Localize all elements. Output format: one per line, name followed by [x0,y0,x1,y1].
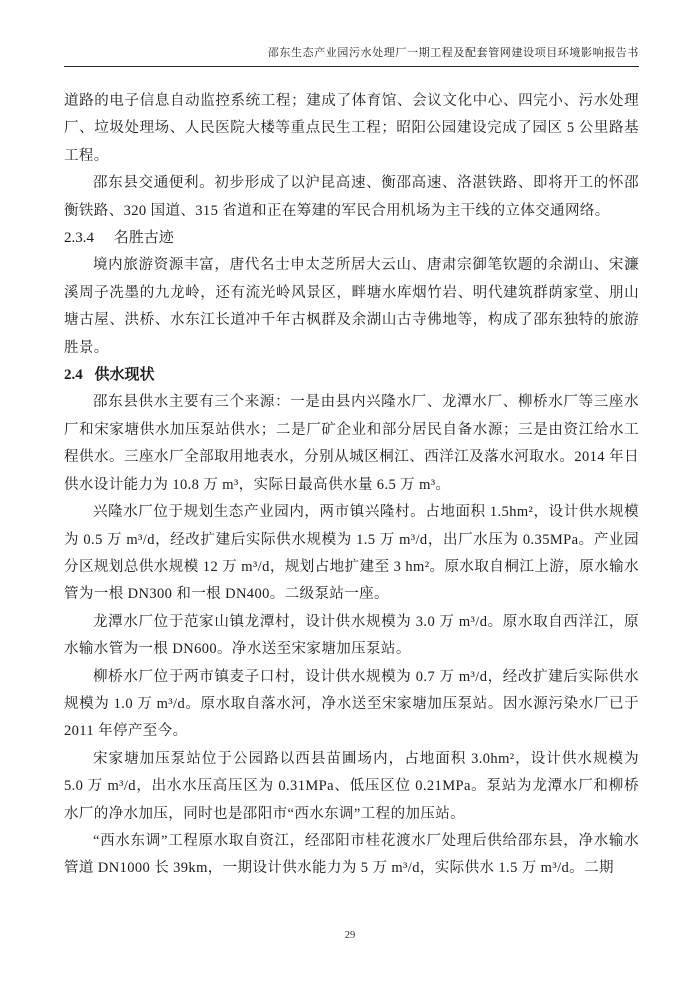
header-title: 邵东生态产业园污水处理厂一期工程及配套管网建设项目环境影响报告书 [267,47,639,59]
paragraph-songjiatang-pump-station: 宋家塘加压泵站位于公园路以西县苗圃场内，占地面积 3.0hm²，设计供水规模为 5.0 万 m³/d，出水水压高压区为 0.31MPa、低压区位 0.21MPa。泵站为龙潭水厂和柳桥水厂的净水加压，同时也是邵阳市“西水东调”工程的加压站。 [64,750,639,822]
paragraph-liuqiao-waterworks: 柳桥水厂位于两市镇麦子口村，设计供水规模为 0.7 万 m³/d，经改扩建后实际供水规模为 1.0 万 m³/d。原水取自落水河，净水送至宋家塘加压泵站。因水源污染水厂已于 2011 年停产至今。 [64,668,639,740]
page-header [64,44,639,67]
heading-number: 2.4 [64,367,83,384]
heading-number: 2.3.4 [64,230,94,247]
paragraph-xinglong-waterworks: 兴隆水厂位于规划生态产业园内，两市镇兴隆村。占地面积 1.5hm²，设计供水规模为 0.5 万 m³/d，经改扩建后实际供水规模为 1.5 万 m³/d，出厂水压为 0.35MPa。产业园分区规划总供水规模 12 万 m³/d，规划占地扩建至 3 hm²。原水取自桐江上游，原水输水管为一根 DN300 和一根 DN400。二级泵站一座。 [64,504,639,603]
page-number: 29 [344,930,356,941]
heading-title: 供水现状 [94,367,155,384]
document-body [64,88,639,883]
paragraph-water-sources-overview: 邵东县供水主要有三个来源：一是由县内兴隆水厂、龙潭水厂、柳桥水厂等三座水厂和宋家塘供水加压泵站供水；二是厂矿企业和部分居民自备水源；三是由资江给水工程供水。三座水厂全部取用地表水，分别从城区桐江、西洋江及落水河取水。2014 年日供水设计能力为 10.8 万 m³，实际日最高供水量 6.5 万 m³。 [64,394,639,493]
paragraph-transportation: 邵东县交通便利。初步形成了以沪昆高速、衡邵高速、洛湛铁路、即将开工的怀邵衡铁路、320 国道、315 省道和正在筹建的军民合用机场为主干线的立体交通网络。 [64,175,639,219]
paragraph-west-to-east-water-project: “西水东调”工程原水取自资江，经邵阳市桂花渡水厂处理后供给邵东县，净水输水管道 DN1000 长 39km，一期设计供水能力为 5 万 m³/d，实际供水 1.5 万 m³/d。二期 [64,832,639,877]
paragraph-tourism-resources: 境内旅游资源丰富，唐代名士申太芝所居大云山、唐肃宗御笔钦题的余湖山、宋濂溪周子冼墨的九龙岭，还有流光岭风景区，畔塘水库烟竹岩、明代建筑群荫家堂、朋山塘古屋、洪桥、水东江长道冲千年古枫群及余湖山古寺佛地等，构成了邵东独特的旅游胜景。 [64,257,639,356]
paragraph-civic-works: 道路的电子信息自动监控系统工程；建成了体育馆、会议文化中心、四完小、污水处理厂、垃圾处理场、人民医院大楼等重点民生工程；昭阳公园建设完成了园区 5 公里路基工程。 [64,93,639,164]
section-heading-water-supply [64,362,639,389]
paragraph-longtan-waterworks: 龙潭水厂位于范家山镇龙潭村，设计供水规模为 3.0 万 m³/d。原水取自西洋江，原水输水管为一根 DN600。净水送至宋家塘加压泵站。 [64,613,639,658]
section-heading-scenic-sites [64,225,639,252]
header-rule [64,66,639,67]
page-footer [0,925,700,943]
heading-title: 名胜古迹 [113,230,174,247]
